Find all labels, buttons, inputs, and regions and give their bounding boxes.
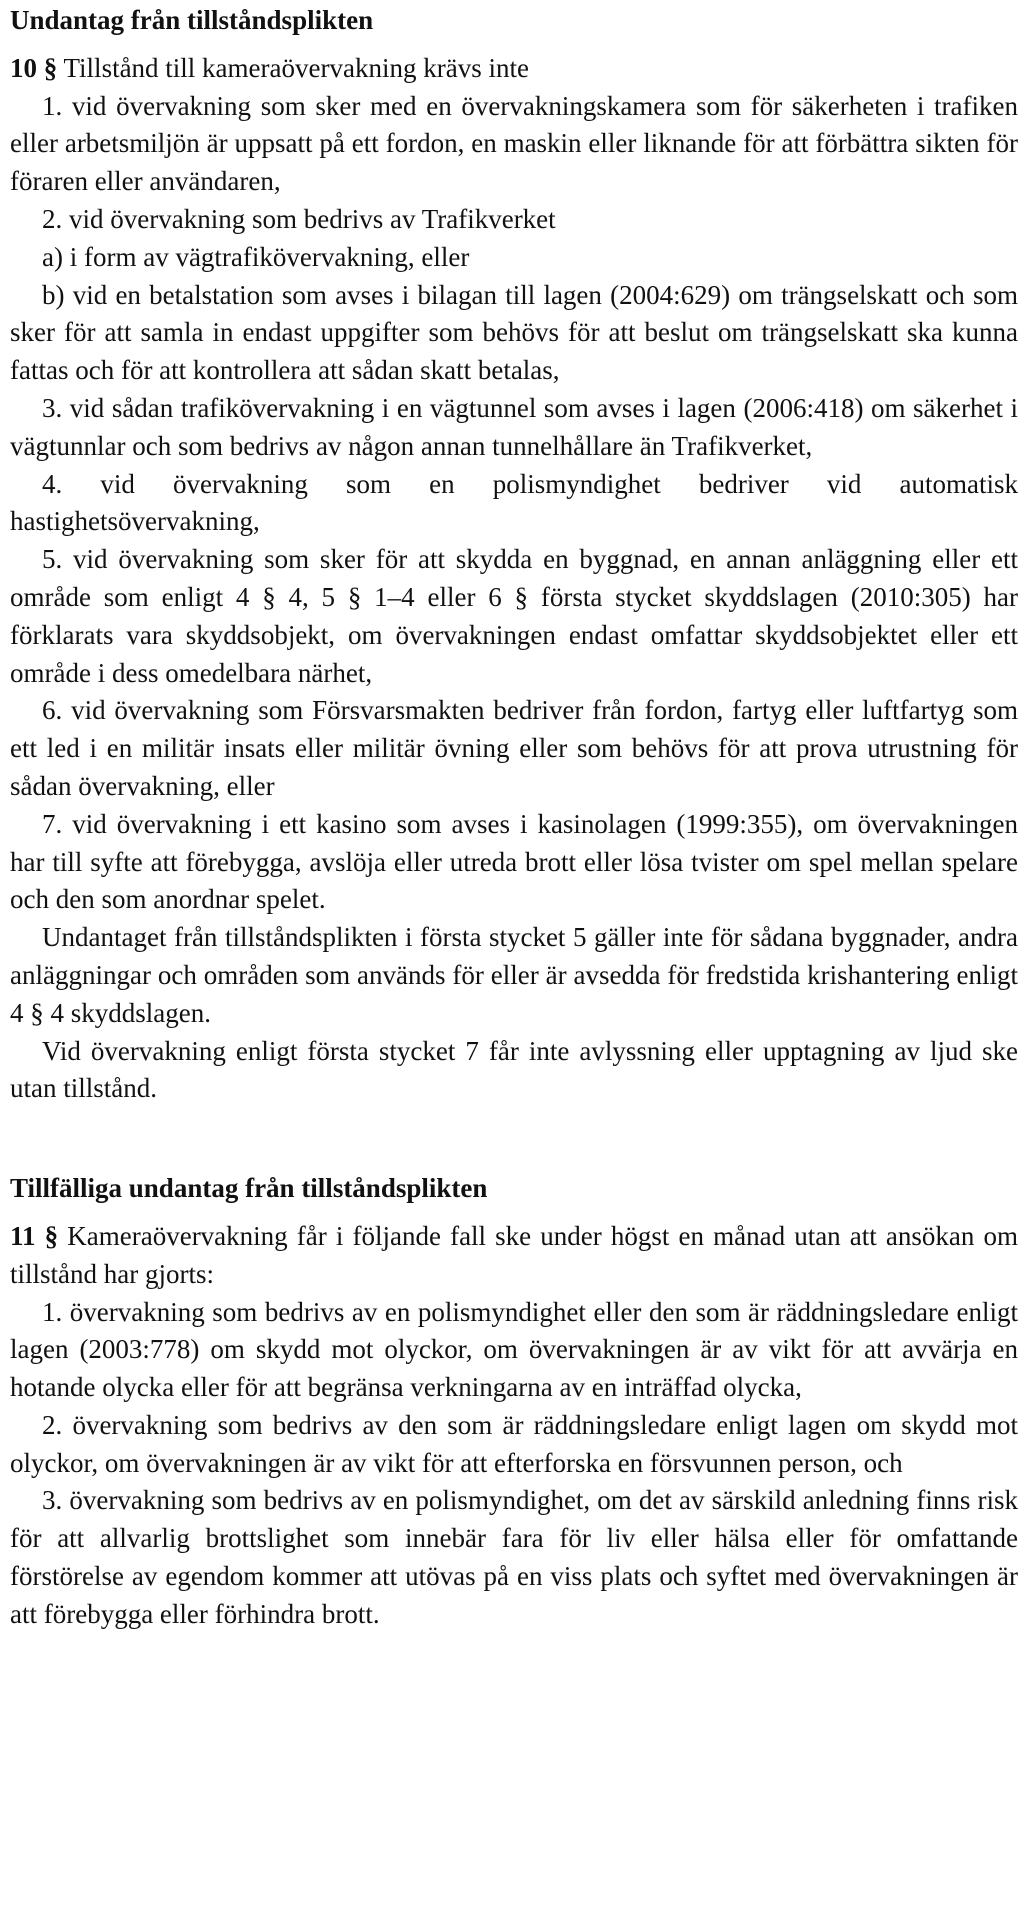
paragraph: 4. vid övervakning som en polismyndighet bedriver vid automatisk hastighetsövervakning, [10,468,1018,537]
paragraph: 5. vid övervakning som sker för att skydda en byggnad, en annan anläggning eller ett område som enligt 4 § 4, 5 § 1–4 eller 6 § första stycket skyddslagen (2010:305) har förklarats vara skyddsobjekt, om övervakningen endast omfattar skyddsobjektet eller ett område i dess omedelbara närhet, [10,544,1018,688]
section-spacer [10,1108,1018,1170]
paragraph: 2. vid övervakning som bedrivs av Trafikverket [42,203,556,234]
paragraph: 3. övervakning som bedrivs av en polismyndighet, om det av särskild anledning finns risk för att allvarlig brottslighet som innebär fara för liv eller hälsa eller för omfattande förstörelse av egendom kommer att utövas på en viss plats och syftet med övervakningen är att förebygga eller förhindra brott. [10,1485,1018,1629]
section-lead-text: Kameraövervakning får i följande fall ske under högst en månad utan att ansökan om tillstånd har gjorts: [10,1220,1018,1289]
section-heading: Tillfälliga undantag från tillståndsplikten [10,1173,488,1204]
section-number: 11 § [10,1220,59,1251]
paragraph: a) i form av vägtrafikövervakning, eller [42,241,470,272]
section-lead [10,50,1018,88]
paragraph: 3. vid sådan trafikövervakning i en vägtunnel som avses i lagen (2006:418) om säkerhet i vägtunnlar och som bedrivs av någon annan tunnelhållare än Trafikverket, [10,392,1018,461]
paragraph: Undantaget från tillståndsplikten i första stycket 5 gäller inte för sådana byggnader, andra anläggningar och områden som används för eller är avsedda för fredstida krishantering enligt 4 § 4 skyddslagen. [10,922,1018,1028]
paragraph: 1. övervakning som bedrivs av en polismyndighet eller den som är räddningsledare enligt lagen (2003:778) om skydd mot olyckor, om övervakningen är av vikt för att avvärja en hotande olycka eller för att begränsa verkningarna av en inträffad olycka, [10,1296,1018,1403]
paragraph: 1. vid övervakning som sker med en övervakningskamera som för säkerheten i trafiken eller arbetsmiljön är uppsatt på ett fordon, en maskin eller liknande för att förbättra sikten för föraren eller användaren, [10,90,1018,197]
section-number: 10 § [10,52,58,83]
section-heading: Undantag från tillståndsplikten [10,5,374,35]
paragraph: Vid övervakning enligt första stycket 7 får inte avlyssning eller upptagning av ljud ske utan tillstånd. [10,1035,1018,1104]
paragraph: 6. vid övervakning som Försvarsmakten bedriver från fordon, fartyg eller luftfartyg som ett led i en militär insats eller militär övning eller som behövs för att prova utrustning för sådan övervakning, eller [10,695,1018,801]
paragraph: 2. övervakning som bedrivs av den som är räddningsledare enligt lagen om skydd mot olyckor, om övervakningen är av vikt för att efterforska en försvunnen person, och [10,1409,1018,1478]
paragraph: b) vid en betalstation som avses i bilagan till lagen (2004:629) om trängselskatt och som sker för att samla in endast uppgifter som behövs för att beslut om trängselskatt ska kunna fattas och för att kontrollera att sådan skatt betalas, [10,279,1018,386]
section-lead-text: Tillstånd till kameraövervakning krävs inte [63,52,529,83]
section-lead [10,1218,1018,1294]
paragraph: 7. vid övervakning i ett kasino som avses i kasinolagen (1999:355), om övervakningen har till syfte att förebygga, avslöja eller utreda brott eller lösa tvister om spel mellan spelare och den som anordnar spelet. [10,808,1018,915]
